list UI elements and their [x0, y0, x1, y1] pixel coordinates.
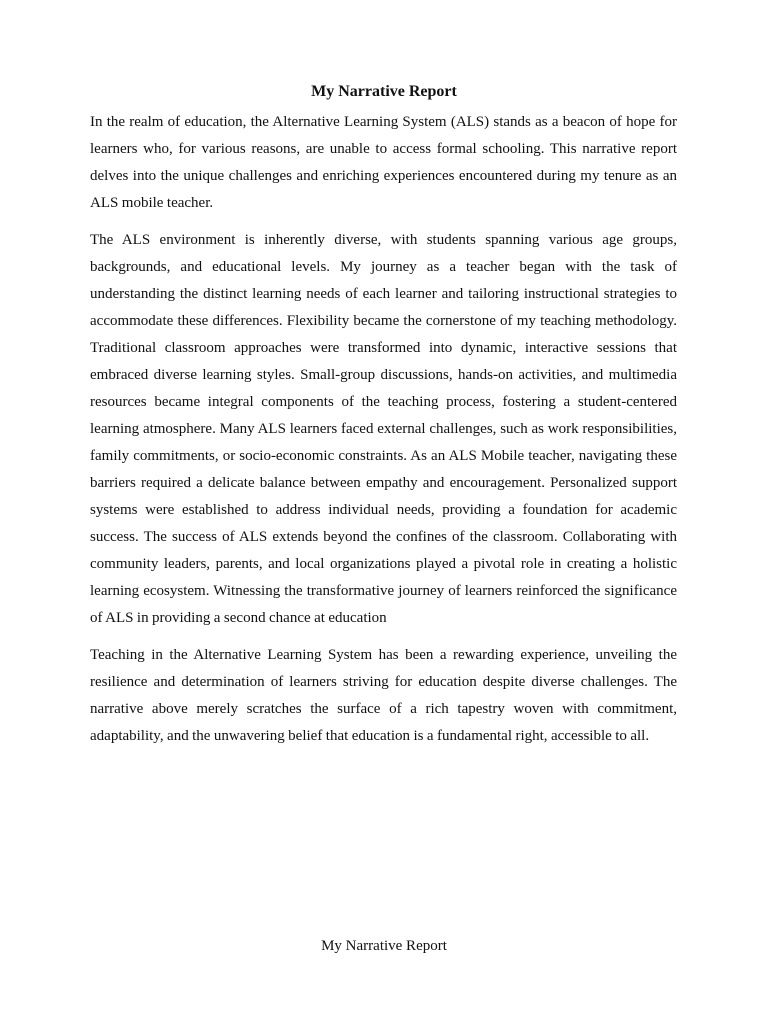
paragraph-main: The ALS environment is inherently diverse, with students spanning various age groups, backgrounds, and educational levels. My journey as a teacher began with the task of understanding the distinct learning needs of each learner and tailoring instructional strategies to accommodate these differences. Flexibility became the cornerstone of my teaching methodology. Traditional classroom approaches were transformed into dynamic, interactive sessions that embraced diverse learning styles. Small-group discussions, hands-on activities, and multimedia resources became integral components of the teaching process, fostering a student-centered learning atmosphere. Many ALS learners faced external challenges, such as work responsibilities, family commitments, or socio-economic constraints. As an ALS Mobile teacher, navigating these barriers required a delicate balance between empathy and encouragement. Personalized support systems were established to address individual needs, providing a foundation for academic success. The success of ALS extends beyond the confines of the classroom. Collaborating with community leaders, parents, and local organizations played a pivotal role in creating a holistic learning ecosystem. Witnessing the transformative journey of learners reinforced the significance of ALS in providing a second chance at education [90, 232, 677, 626]
paragraph-intro: In the realm of education, the Alternative Learning System (ALS) stands as a beacon of hope for learners who, for various reasons, are unable to access formal schooling. This narrative report delves into the unique challenges and enriching experiences encountered during my tenure as an ALS mobile teacher. [90, 114, 677, 211]
paragraph-conclusion: Teaching in the Alternative Learning System has been a rewarding experience, unveiling the resilience and determination of learners striving for education despite diverse challenges. The narrative above merely scratches the surface of a rich tapestry woven with commitment, adaptability, and the unwavering belief that education is a fundamental right, accessible to all. [90, 647, 677, 744]
page-footer: My Narrative Report [321, 938, 447, 954]
page-title: My Narrative Report [311, 83, 457, 100]
document-body [90, 109, 677, 760]
